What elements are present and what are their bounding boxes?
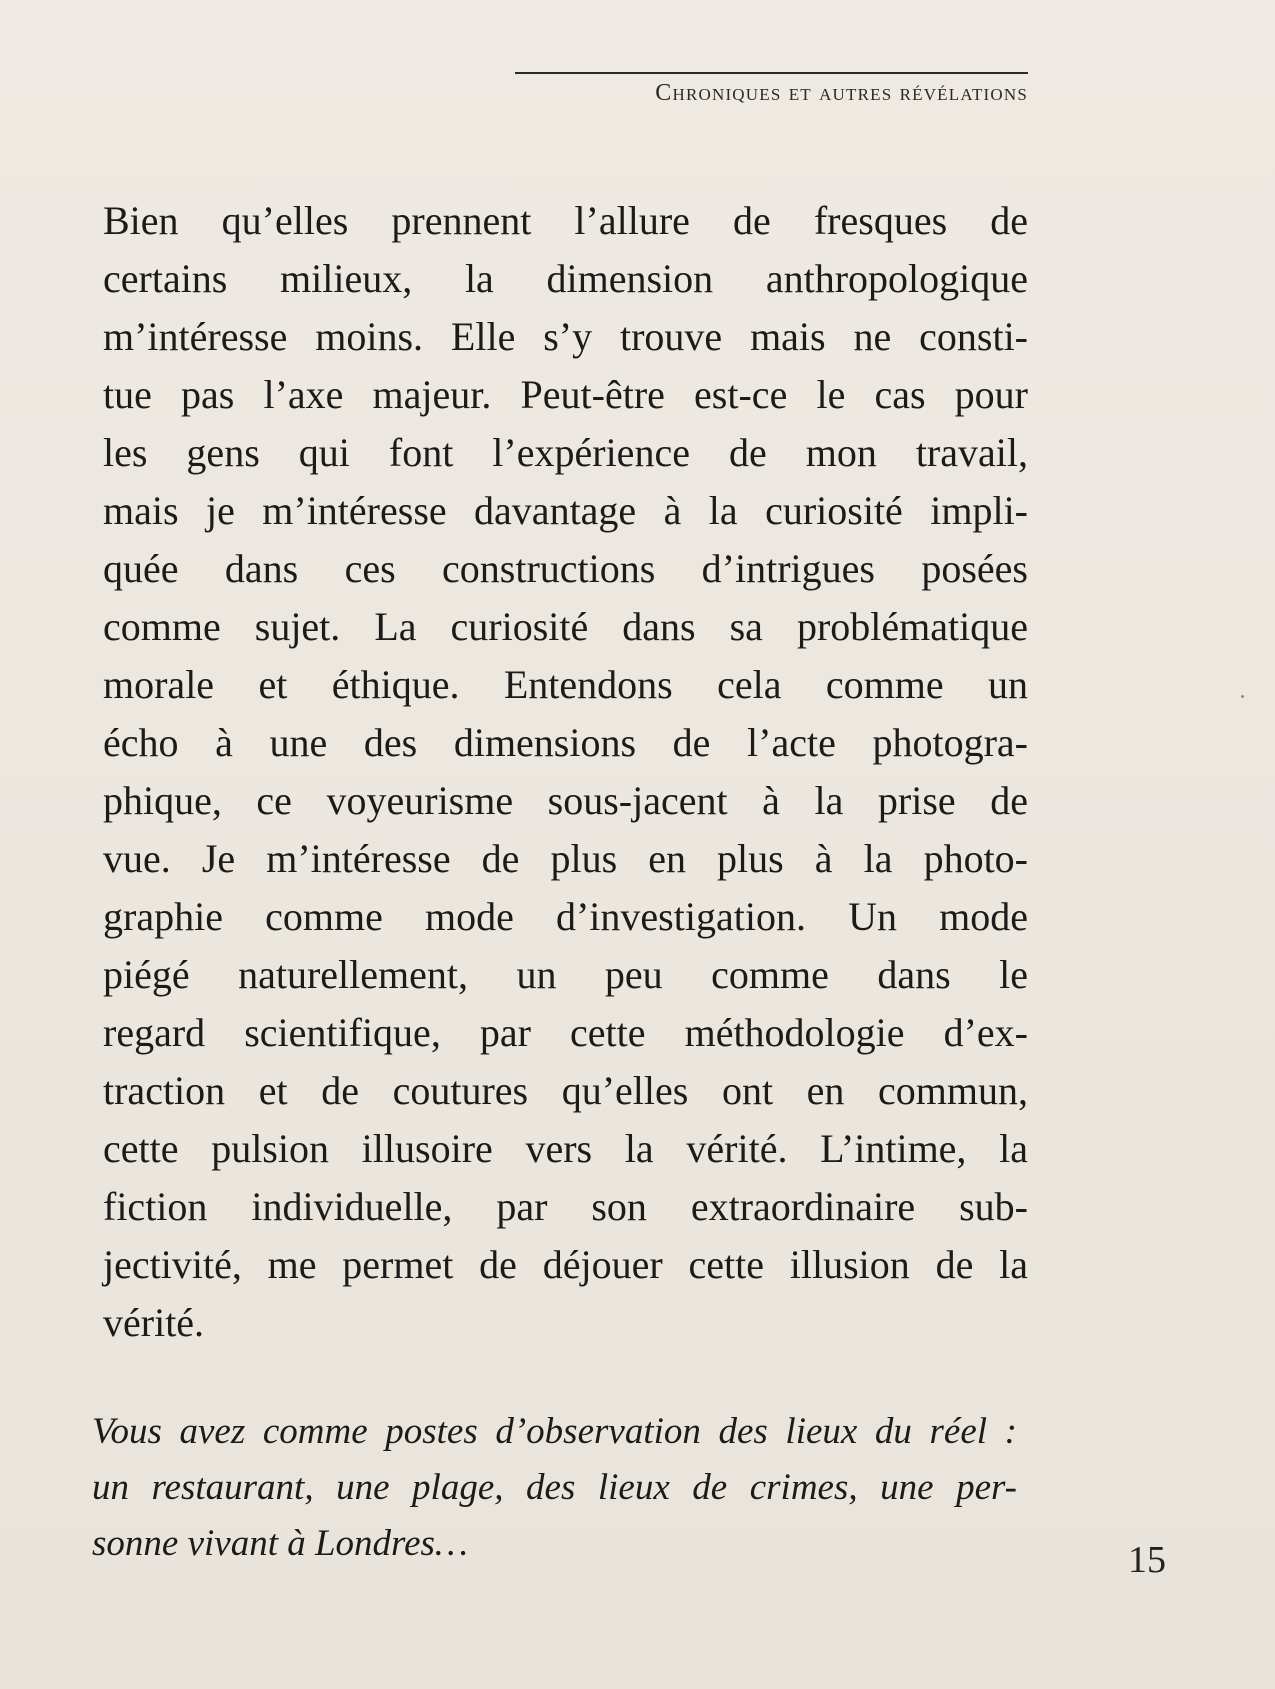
paragraph-line: vue. Je m’intéresse de plus en plus à la photo- xyxy=(103,836,1028,881)
paper-speck xyxy=(1241,695,1244,698)
paragraph-line: m’intéresse moins. Elle s’y trouve mais ne consti- xyxy=(103,314,1028,359)
running-head: Chroniques et autres révélations xyxy=(515,72,1028,107)
paragraph-line: quée dans ces constructions d’intrigues posées xyxy=(103,546,1028,591)
paragraph-line: les gens qui font l’expérience de mon travail, xyxy=(103,430,1028,475)
interview-question xyxy=(92,1404,1017,1572)
paragraph-line: jectivité, me permet de déjouer cette illusion de la xyxy=(103,1242,1028,1287)
paragraph-line: graphie comme mode d’investigation. Un mode xyxy=(103,894,1028,939)
paragraph-line: Bien qu’elles prennent l’allure de fresques de xyxy=(103,198,1028,243)
body-paragraph xyxy=(103,192,1028,1352)
paragraph-line: fiction individuelle, par son extraordinaire sub- xyxy=(103,1184,1028,1229)
question-line: sonne vivant à Londres… xyxy=(92,1523,468,1564)
paragraph-line: tue pas l’axe majeur. Peut-être est-ce le cas pour xyxy=(103,372,1028,417)
paragraph-line: morale et éthique. Entendons cela comme un xyxy=(103,662,1028,707)
paragraph-line: vérité. xyxy=(103,1300,205,1345)
question-line: Vous avez comme postes d’observation des lieux du réel : xyxy=(92,1411,1017,1452)
paragraph-line: regard scientifique, par cette méthodologie d’ex- xyxy=(103,1010,1028,1055)
paragraph-line: écho à une des dimensions de l’acte photogra- xyxy=(103,720,1028,765)
paragraph-line: mais je m’intéresse davantage à la curiosité impli- xyxy=(103,488,1028,533)
paragraph-line: certains milieux, la dimension anthropologique xyxy=(103,256,1028,301)
page-number: 15 xyxy=(1128,1539,1166,1581)
paragraph-line: piégé naturellement, un peu comme dans le xyxy=(103,952,1028,997)
paragraph-line: comme sujet. La curiosité dans sa problématique xyxy=(103,604,1028,649)
paragraph-line: traction et de coutures qu’elles ont en commun, xyxy=(103,1068,1028,1113)
question-line: un restaurant, une plage, des lieux de crimes, une per- xyxy=(92,1467,1017,1508)
paragraph-line: cette pulsion illusoire vers la vérité. L’intime, la xyxy=(103,1126,1028,1171)
paragraph-line: phique, ce voyeurisme sous-jacent à la prise de xyxy=(103,778,1028,823)
